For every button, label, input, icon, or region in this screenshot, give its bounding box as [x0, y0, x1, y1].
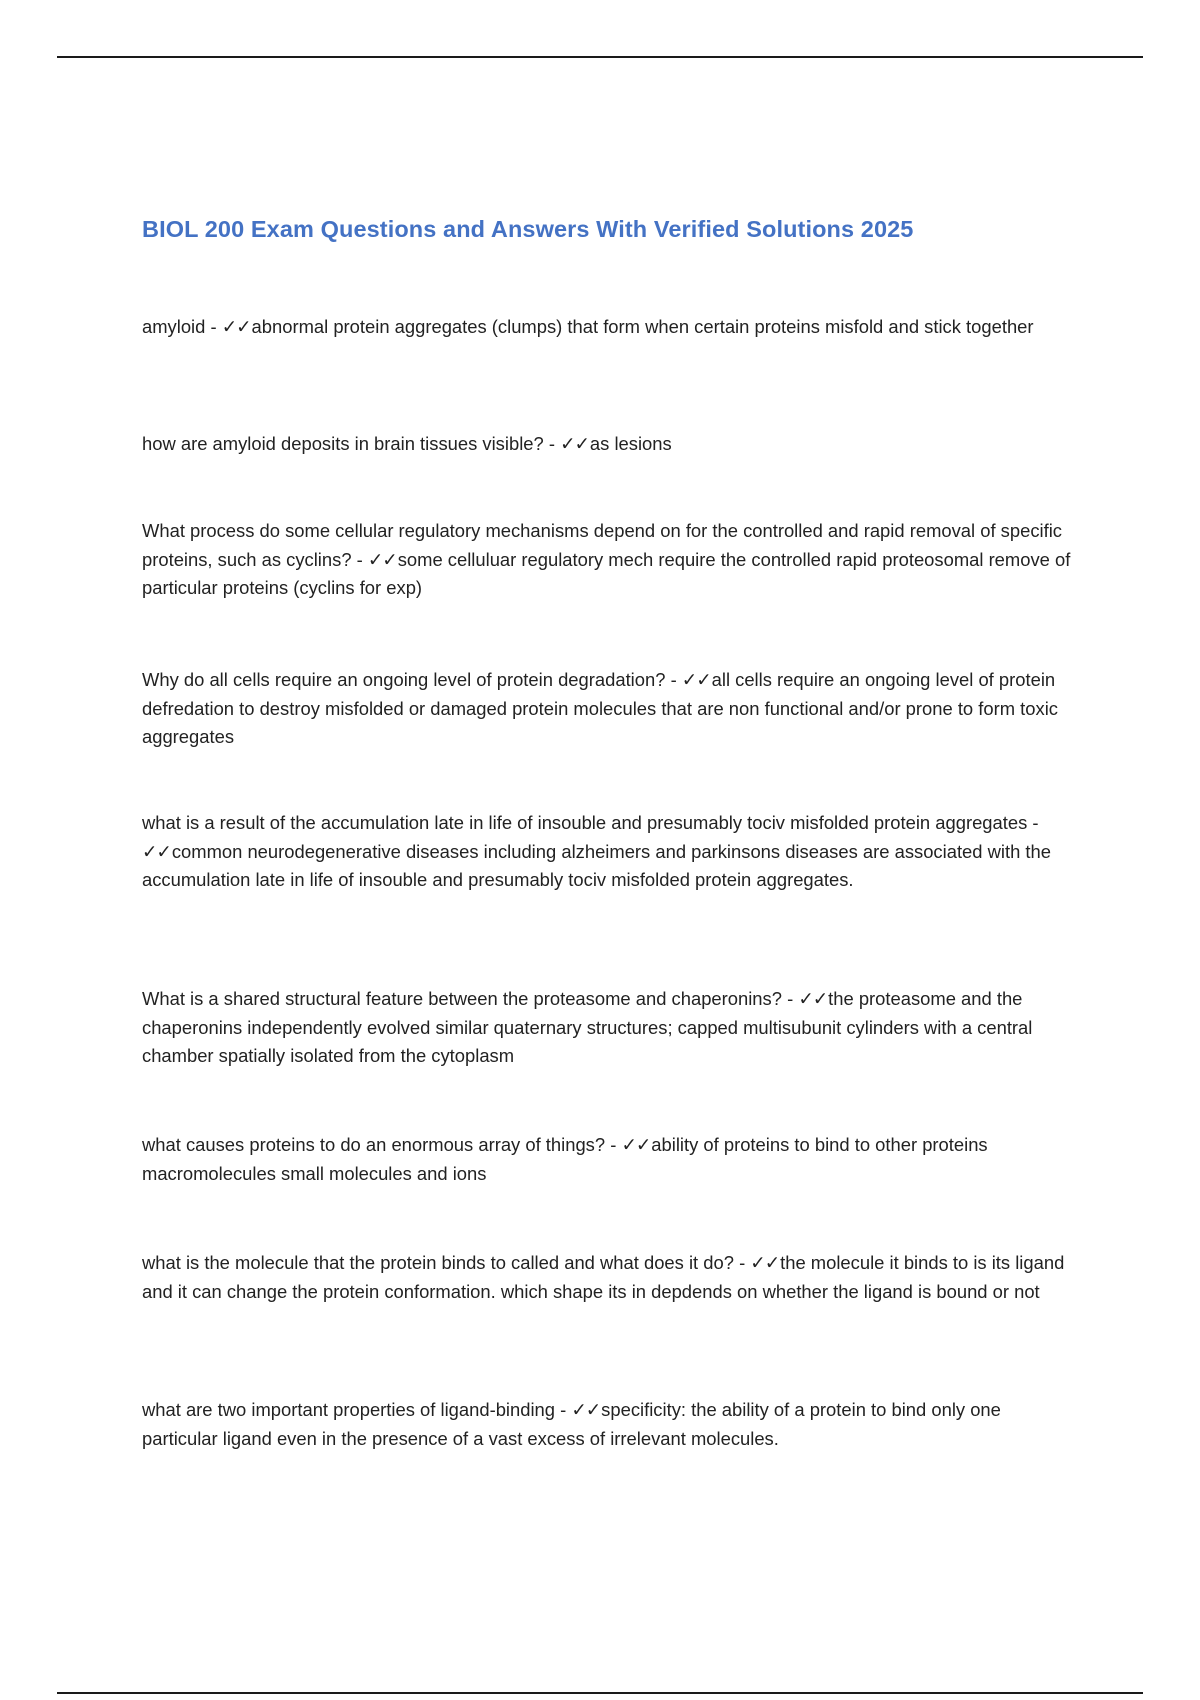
answer-text: the proteasome and the chaperonins independently evolved similar quaternary structures; capped multisubunit cylinders with a central chamber spatially isolated from the cytoplasm: [142, 988, 1033, 1066]
separator: -: [351, 548, 368, 570]
qa-item: [142, 1131, 1072, 1188]
bottom-rule: [57, 1692, 1143, 1694]
check-mark-icon: ✓✓: [560, 433, 589, 454]
question-text: how are amyloid deposits in brain tissues visible?: [142, 433, 544, 454]
check-mark-icon: ✓✓: [621, 1134, 651, 1155]
qa-item: [142, 666, 1072, 752]
question-text: what is a result of the accumulation late in life of insouble and presumably tociv misfolded protein aggregates: [142, 812, 1028, 833]
question-text: Why do all cells require an ongoing level of protein degradation?: [142, 669, 666, 690]
answer-text: all cells require an ongoing level of protein defredation to destroy misfolded or damaged protein molecules that are non functional and/or prone to form toxic aggregates: [142, 669, 1058, 747]
question-text: amyloid: [142, 316, 206, 337]
separator: -: [543, 433, 561, 454]
document-title: BIOL 200 Exam Questions and Answers With Verified Solutions 2025: [142, 216, 914, 242]
qa-item: [142, 313, 1072, 342]
separator: -: [605, 1134, 622, 1155]
answer-text: ability of proteins to bind to other proteins macromolecules small molecules and ions: [142, 1134, 988, 1184]
question-text: What is a shared structural feature between the proteasome and chaperonins?: [142, 988, 782, 1009]
qa-item: [142, 1249, 1072, 1306]
separator: -: [733, 1252, 751, 1273]
answer-text: specificity: the ability of a protein to bind only one particular ligand even in the presence of a vast excess of irrelevant molecules.: [142, 1399, 1001, 1449]
qa-item: [142, 985, 1072, 1071]
separator: -: [1027, 812, 1039, 833]
answer-text: some celluluar regulatory mech require the controlled rapid proteosomal remove of particular proteins (cyclins for exp): [142, 548, 1071, 598]
answer-text: abnormal protein aggregates (clumps) that form when certain proteins misfold and stick together: [251, 316, 1034, 337]
check-mark-icon: ✓✓: [142, 840, 171, 862]
check-mark-icon: ✓✓: [221, 316, 251, 337]
qa-item: [142, 517, 1072, 603]
check-mark-icon: ✓✓: [681, 669, 711, 690]
question-text: what is the molecule that the protein binds to called and what does it do?: [142, 1252, 734, 1273]
check-mark-icon: ✓✓: [750, 1252, 780, 1273]
qa-item: [142, 1396, 1072, 1453]
check-mark-icon: ✓✓: [367, 548, 397, 570]
separator: -: [205, 316, 222, 337]
separator: -: [665, 669, 682, 690]
check-mark-icon: ✓✓: [571, 1399, 601, 1420]
qa-item: [142, 809, 1072, 895]
separator: -: [781, 988, 799, 1009]
top-rule: [57, 56, 1143, 58]
question-text: what causes proteins to do an enormous array of things?: [142, 1134, 606, 1155]
answer-text: common neurodegenerative diseases including alzheimers and parkinsons diseases are associated with the accumulation late in life of insouble and presumably tociv misfolded protein aggregates.: [142, 840, 1051, 890]
question-text: What process do some cellular regulatory mechanisms depend on for the controlled and rapid removal of specific proteins, such as cyclins?: [142, 520, 1062, 570]
answer-text: as lesions: [589, 433, 672, 454]
separator: -: [555, 1399, 572, 1420]
check-mark-icon: ✓✓: [798, 988, 828, 1009]
question-text: what are two important properties of ligand-binding: [142, 1399, 555, 1420]
qa-item: [142, 430, 1072, 459]
answer-text: the molecule it binds to is its ligand and it can change the protein conformation. which shape its in depdends on whether the ligand is bound or not: [142, 1252, 1065, 1302]
